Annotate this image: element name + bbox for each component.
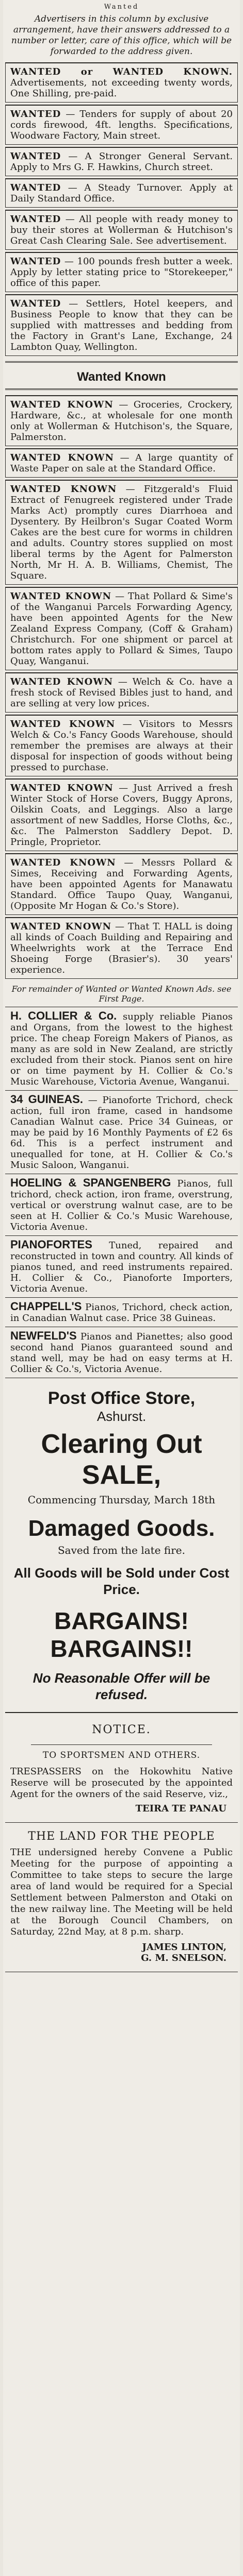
bargains-banner: BARGAINS! BARGAINS!!	[50, 1607, 193, 1662]
ad-body: — All people with ready money to buy their stores at Wollerman & Hutchison's Great Cash Clearing Sale. See advertisement.	[10, 214, 233, 246]
advertisement	[5, 448, 238, 478]
ad-body: — A Stronger General Servant. Apply to Mrs G. F. Hawkins, Church street.	[10, 151, 233, 173]
ad-lead: WANTED	[10, 109, 61, 120]
ad-body: Pianos, Trichord, check action, in Canadian Walnut case. Price 38 Guineas.	[10, 1302, 233, 1324]
section-header: Wanted Known	[5, 361, 238, 390]
ad-body: Tuned, repaired and reconstructed in town and country. All kinds of pianos tuned, and reed instruments repaired. H. Collier & Co., Pianoforte Importers, Victoria Avenue.	[10, 1240, 233, 1294]
no-offer-refused: No Reasonable Offer will be refused.	[33, 1670, 210, 1702]
notice-title: NOTICE.	[92, 1723, 151, 1736]
ad-body: — Groceries, Crockery, Hardware, &c., at wholesale for one month only at Wollerman & Hutchison's, the Square, Palmerston.	[10, 399, 233, 443]
wanted-ads-top	[3, 62, 240, 356]
advertisement	[5, 178, 238, 208]
advertisement	[5, 480, 238, 585]
ad-body: Pianos and Pianettes; also good second hand Pianos guaranteed sound and stand well, may be had on easy terms at H. Collier & Co.'s, Victoria Avenue.	[10, 1331, 233, 1375]
notice-to: TO SPORTSMEN AND OTHERS.	[42, 1750, 201, 1760]
land-section	[5, 1823, 238, 1972]
ad-lead: WANTED KNOWN	[10, 484, 117, 495]
advertisement	[5, 147, 238, 176]
advertisement	[5, 252, 238, 292]
advertisement	[5, 587, 238, 670]
store-name: Post Office Store,	[47, 1388, 196, 1408]
ad-lead: HOELING & SPANGENBERG	[10, 1176, 171, 1189]
column-intro: Advertisers in this column by exclusive arrangement, have their answers addressed to a number or letter, care of this office, which will be forwarded to the address given.	[11, 14, 232, 57]
ad-body: — A Steady Turnover. Apply at Daily Standard Office.	[10, 182, 233, 204]
ad-body: — A large quantity of Waste Paper on sale at the Standard Office.	[10, 452, 233, 474]
advertisement	[5, 715, 238, 776]
ad-body: — Tenders for supply of about 20 cords firewood, 4ft. lengths. Specifications, Woodware Factory, Main street.	[10, 109, 233, 141]
sale-commencing: Commencing Thursday, March 18th	[27, 1494, 216, 1506]
sold-under-cost: All Goods will be Sold under Cost Price.	[13, 1565, 230, 1597]
ad-lead: WANTED or WANTED KNOWN.	[10, 66, 233, 77]
ad-body: — Pianoforte Trichord, check action, full iron frame, cased in handsome Canadian Walnut case. Price 34 Guineas, or may be paid by 16 Monthly Payments of £2 6s 6d. This is a perfect instrument and unequalled for tone, at H. Collier & Co.'s Music Saloon, Wanganui.	[10, 1095, 233, 1171]
advertisement	[5, 1327, 238, 1378]
ad-lead: H. COLLIER & Co.	[10, 1009, 117, 1022]
advertisement	[5, 62, 238, 103]
advertisement	[5, 778, 238, 851]
ad-lead: WANTED KNOWN	[10, 399, 114, 410]
ad-body: Pianos, full trichord, check action, iron frame, overstrung, vertical or overstrung walnut case, are to be seen at H. Collier & Co.'s Music Warehouse, Victoria Avenue.	[10, 1178, 233, 1232]
masthead: Wanted	[104, 3, 139, 11]
ad-body: — Welch & Co. have a fresh stock of Revised Bibles just to hand, and are selling at very low prices.	[10, 676, 233, 709]
notice-signed: TEIRA TE PANAU	[135, 1803, 226, 1814]
land-signer-1: JAMES LINTON,	[142, 1942, 226, 1953]
sale-headline-2: SALE,	[82, 1460, 161, 1490]
advertisement	[5, 917, 238, 979]
saved-from-fire: Saved from the late fire.	[57, 1544, 185, 1556]
advertisement	[5, 1091, 238, 1174]
ad-lead: WANTED	[10, 298, 61, 309]
ad-lead: WANTED KNOWN	[10, 857, 116, 868]
advertisement	[5, 1174, 238, 1236]
piano-ads	[3, 1007, 240, 1378]
ad-lead: WANTED KNOWN	[10, 452, 114, 463]
advertisement	[5, 1007, 238, 1091]
ad-body: supply reliable Pianos and Organs, from the lowest to the highest price. The cheap Foreign Makers of Pianos, as many as are sold in New Zealand, are strictly excluded from their stock. Pianos sent on hire or on time payment by H. Collier & Co.'s Music Warehouse, Victoria Avenue, Wanganui.	[10, 1011, 233, 1087]
advertisement	[5, 105, 238, 145]
sale-headline-1: Clearing Out	[41, 1429, 202, 1459]
ad-lead: WANTED	[10, 256, 61, 267]
ad-lead: WANTED KNOWN	[10, 591, 112, 602]
advertisement	[5, 672, 238, 713]
ad-lead: WANTED KNOWN	[10, 783, 114, 793]
ad-body: — That Pollard & Sime's of the Wanganui Parcels Forwarding Agency, have been appointed Agents for the New Zealand Express Company, (Coff & Graham) Christchurch. For one shipment or parcel at bottom rates apply to Pollard & Simes, Taupo Quay, Wanganui.	[10, 591, 233, 667]
ad-lead: WANTED	[10, 182, 61, 193]
advertisement	[5, 1298, 238, 1327]
ad-lead: PIANOFORTES	[10, 1238, 92, 1251]
divider	[31, 1744, 212, 1745]
ad-body: — Settlers, Hotel keepers, and Business People to know that they can be supplied with mattresses and bedding from the Factory in Grant's Lane, Exchange, 24 Lambton Quay, Wellington.	[10, 298, 233, 352]
store-advert	[5, 1381, 238, 1713]
ad-body: Advertisements, not exceeding twenty words, One Shilling, pre-paid.	[10, 77, 233, 99]
ad-lead: WANTED KNOWN	[10, 719, 116, 730]
store-place: Ashurst.	[96, 1409, 147, 1424]
advertisement	[5, 395, 238, 446]
ad-lead: WANTED KNOWN	[10, 676, 114, 687]
ad-body: — Visitors to Messrs Welch & Co.'s Fancy Goods Warehouse, should remember the premises are always at their disposal for inspection of goods without being pressed to purchase.	[10, 719, 233, 773]
ad-body: — 100 pounds fresh butter a week. Apply by letter stating price to "Storekeeper," office of this paper.	[10, 256, 233, 289]
ad-body: — That T. HALL is doing all kinds of Coach Building and Repairing and Wheelwrights work at the Terrace End Shoeing Forge (Brasier's). 30 years' experience.	[10, 921, 233, 975]
ad-lead: WANTED	[10, 151, 61, 162]
ad-body: — Fitzgerald's Fluid Extract of Fenugreek registered under Trade Marks Act) promptly cures Diarrhoea and Dysentery. By Heilbron's Sugar Coated Worm Cakes are the best cure for worms in children and adults. Country stores supplied on most liberal terms by the Agent for Palmerston North, Mr H. A. B. Williams, Chemist, The Square.	[10, 484, 233, 581]
ad-lead: CHAPPELL'S	[10, 1300, 82, 1313]
land-title: THE LAND FOR THE PEOPLE	[28, 1830, 215, 1843]
advertisement	[5, 210, 238, 250]
ad-lead: WANTED	[10, 214, 61, 225]
notice-body: TRESPASSERS on the Hokowhitu Native Reserve will be prosecuted by the appointed Agent for the owners of the said Reserve, viz.,	[10, 1766, 233, 1800]
land-body: THE undersigned hereby Convene a Public Meeting for the purpose of appointing a Committee to take steps to secure the large area of land would be required for a Special Settlement between Palmerston and Otaki on the new railway line. The Meeting will be held at the Borough Council Chambers, on Saturday, 22nd May, at 8 p.m. sharp.	[10, 1847, 233, 1937]
ad-lead: NEWFELD'S	[10, 1329, 77, 1342]
newspaper-column	[3, 0, 240, 2576]
ad-body: — Just Arrived a fresh Winter Stock of Horse Covers, Buggy Aprons, Oilskin Coats, and Leggings. Also a large assortment of new Saddles, Horse Cloths, &c., &c. The Palmerston Saddlery Depot. D. Pringle, Proprietor.	[10, 783, 233, 848]
notice-section	[5, 1716, 238, 1823]
advertisement	[5, 1236, 238, 1298]
continued-note: For remainder of Wanted or Wanted Known Ads. see First Page.	[5, 981, 238, 1007]
ad-lead: 34 GUINEAS.	[10, 1093, 83, 1106]
wanted-known-ads	[3, 395, 240, 979]
advertisement	[5, 853, 238, 915]
damaged-goods: Damaged Goods.	[28, 1516, 215, 1541]
ad-lead: WANTED KNOWN	[10, 921, 112, 932]
land-signer-2: G. M. SNELSON.	[141, 1953, 226, 1963]
ad-body: — Messrs Pollard & Simes, Receiving and Forwarding Agents, have been appointed Agents for Manawatu Standard. Office Taupo Quay, Wanganui, (Opposite Mr Hogan & Co.'s Store).	[10, 857, 233, 911]
advertisement	[5, 294, 238, 356]
